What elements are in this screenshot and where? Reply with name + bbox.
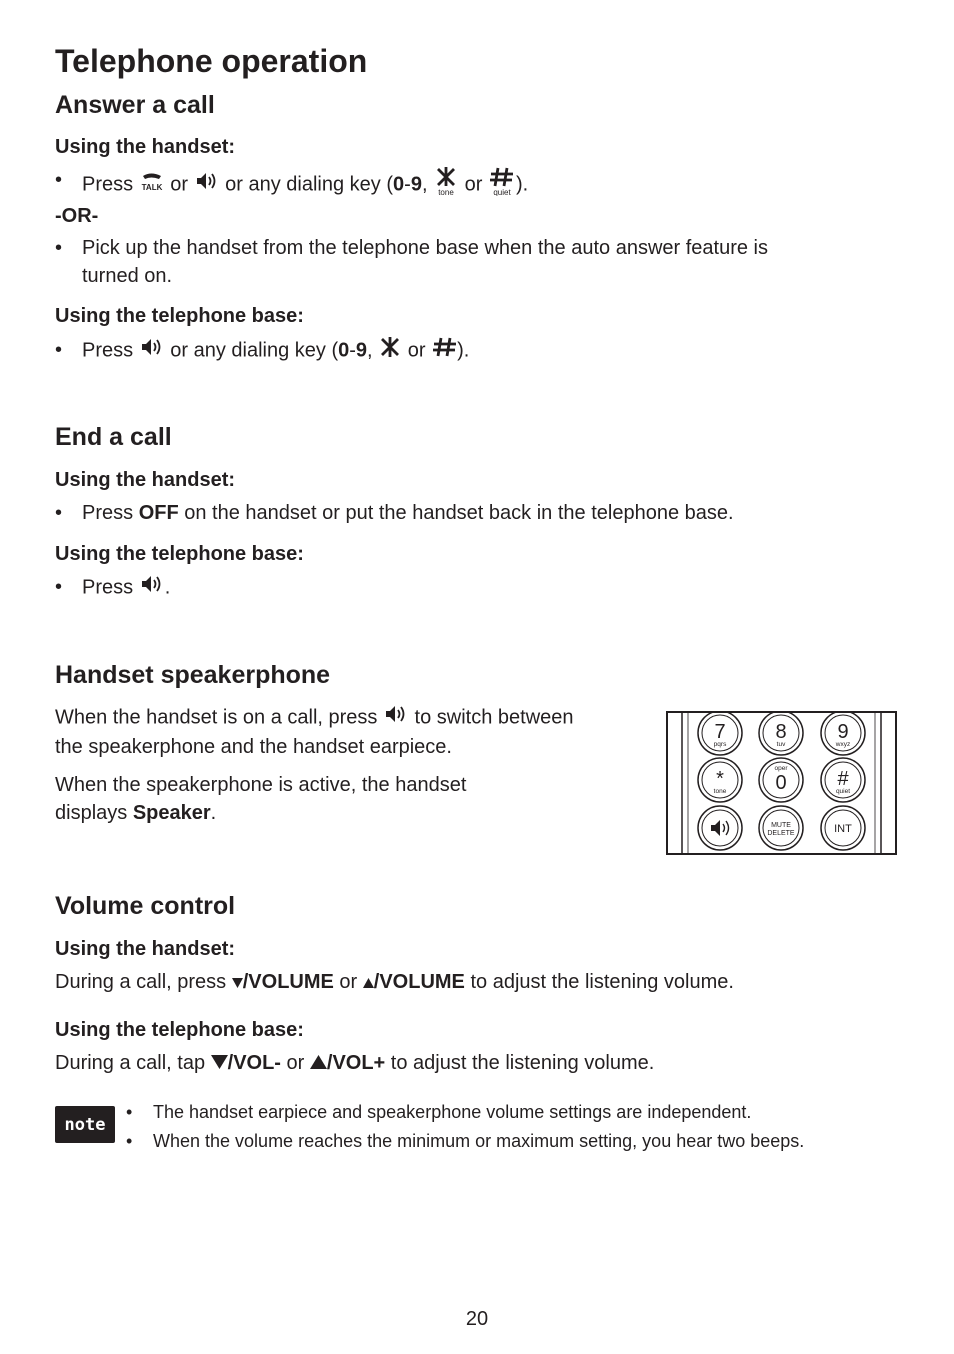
key-9: 9 [410, 173, 422, 196]
text-fragment: Press [82, 576, 139, 599]
text-fragment: or [459, 173, 488, 196]
key-0: 0 [393, 173, 405, 196]
text-fragment: to adjust the listening volume. [385, 1052, 655, 1074]
pound-quiet-icon [488, 166, 516, 204]
speaker-icon [139, 573, 165, 603]
note-text: When the volume reaches the minimum or maximum setting, you hear two beeps. [153, 1131, 805, 1151]
pound-icon [431, 336, 457, 366]
text-fragment: - [349, 339, 356, 362]
key-main-label: # [837, 768, 849, 790]
text-fragment: . [210, 802, 217, 824]
star-tone-icon [433, 166, 459, 204]
key-0: 0 [338, 339, 350, 362]
text-fragment: When the handset is on a call, press [55, 706, 383, 729]
key-sub-label: tone [713, 788, 727, 795]
page-number: 20 [465, 1308, 489, 1330]
key-9: 9 [355, 339, 368, 362]
text-fragment: on the handset or put the handset back in the telephone base. [178, 502, 734, 524]
bullet-dot: • [55, 169, 63, 191]
vol-minus-key-label: /VOL- [227, 1052, 281, 1074]
speakerphone-heading: Handset speakerphone [55, 661, 331, 689]
note-badge: note [55, 1106, 115, 1143]
up-arrow-icon [363, 969, 374, 997]
speakerphone-paragraph-1 [55, 703, 574, 761]
text-fragment: , [421, 173, 434, 196]
text-fragment: - [404, 173, 411, 196]
keypad-key [821, 758, 865, 802]
text-fragment: ). [515, 173, 529, 196]
text-fragment: or [402, 339, 432, 362]
text-fragment: , [367, 339, 379, 362]
key-main-label: 0 [775, 772, 787, 794]
page-title: Telephone operation [55, 43, 368, 79]
text-fragment: Press [82, 339, 139, 362]
key-main-label: 8 [775, 721, 787, 743]
text-fragment: or [333, 971, 363, 993]
volume-base-line [55, 1049, 654, 1078]
bullet-dot: • [126, 1131, 133, 1151]
text-fragment: displays [55, 802, 133, 824]
text-fragment: or [280, 1052, 310, 1074]
key-sub-label: quiet [835, 788, 851, 795]
keypad-key [821, 806, 865, 850]
text-line: When the speakerphone is active, the handset [55, 774, 467, 796]
end-handset-label: Using the handset: [55, 469, 236, 491]
text-fragment: Press [82, 502, 139, 524]
key-main-label: * [716, 768, 724, 790]
or-separator: -OR- [55, 205, 99, 227]
speaker-icon [194, 170, 220, 200]
answer-base-label: Using the telephone base: [55, 305, 304, 327]
bullet-dot: • [55, 339, 63, 361]
text-fragment: During a call, tap [55, 1052, 211, 1074]
volume-base-label: Using the telephone base: [55, 1019, 304, 1041]
end-call-heading: End a call [55, 423, 172, 451]
key-main-label: INT [834, 823, 852, 835]
text-fragment: Press [82, 173, 139, 196]
bullet-dot: • [55, 576, 63, 598]
key-sub-label: oper [774, 765, 788, 772]
keypad-key [698, 758, 742, 802]
bullet-dot: • [55, 237, 63, 259]
text-fragment: to adjust the listening volume. [464, 971, 734, 993]
key-sub-label: tuv [776, 741, 786, 748]
answer-handset-label: Using the handset: [55, 136, 236, 158]
speakerphone-paragraph-2 [55, 771, 466, 827]
end-base-label: Using the telephone base: [55, 543, 304, 565]
handset-keypad-illustration [666, 711, 897, 855]
key-sub-label: pqrs [713, 741, 727, 748]
speaker-icon [383, 703, 409, 733]
text-line: the speakerphone and the handset earpiece. [55, 736, 452, 758]
bullet-dot: • [126, 1102, 133, 1122]
keypad-key [759, 758, 803, 802]
volume-heading: Volume control [55, 892, 236, 920]
text-fragment: or any dialing key ( [219, 173, 394, 196]
key-main-label: 7 [714, 721, 726, 743]
volume-handset-line [55, 968, 734, 997]
text-fragment: During a call, press [55, 971, 232, 993]
text-fragment: ). [457, 339, 470, 362]
keypad-svg [668, 713, 895, 853]
answer-call-heading: Answer a call [55, 91, 215, 119]
volume-down-key-label: /VOLUME [242, 971, 334, 993]
key-main-label: 9 [837, 721, 849, 743]
down-triangle-icon [211, 1050, 228, 1078]
text-fragment: or [164, 173, 194, 196]
note-text: The handset earpiece and speakerphone volume settings are independent. [153, 1102, 752, 1122]
keypad-key [821, 713, 865, 755]
key-sub-label: DELETE [767, 830, 795, 837]
down-arrow-icon [232, 969, 243, 997]
volume-up-key-label: /VOLUME [373, 971, 465, 993]
talk-icon [139, 170, 165, 200]
keypad-key [698, 713, 742, 755]
text-fragment: . [164, 576, 171, 599]
volume-handset-label: Using the handset: [55, 938, 236, 960]
svg-text:TALK: TALK [141, 183, 163, 192]
star-icon [378, 336, 402, 366]
text-fragment: to switch between [408, 706, 574, 729]
keypad-key [698, 806, 742, 850]
speaker-icon [711, 820, 720, 836]
keypad-key [759, 713, 803, 755]
vol-plus-key-label: /VOL+ [326, 1052, 386, 1074]
key-main-label: MUTE [771, 822, 791, 829]
speaker-icon [139, 336, 165, 366]
text-fragment: or any dialing key ( [164, 339, 339, 362]
svg-text:tone: tone [438, 188, 454, 196]
speaker-display-word: Speaker [132, 802, 211, 824]
bullet-dot: • [55, 502, 63, 524]
keypad-key [759, 806, 803, 850]
off-key-label: OFF [138, 502, 179, 524]
up-triangle-icon [310, 1050, 327, 1078]
text-line: Pick up the handset from the telephone base when the auto answer feature is [82, 237, 768, 259]
svg-text:quiet: quiet [493, 188, 511, 196]
text-line: turned on. [82, 265, 173, 287]
key-sub-label: wxyz [835, 741, 851, 748]
